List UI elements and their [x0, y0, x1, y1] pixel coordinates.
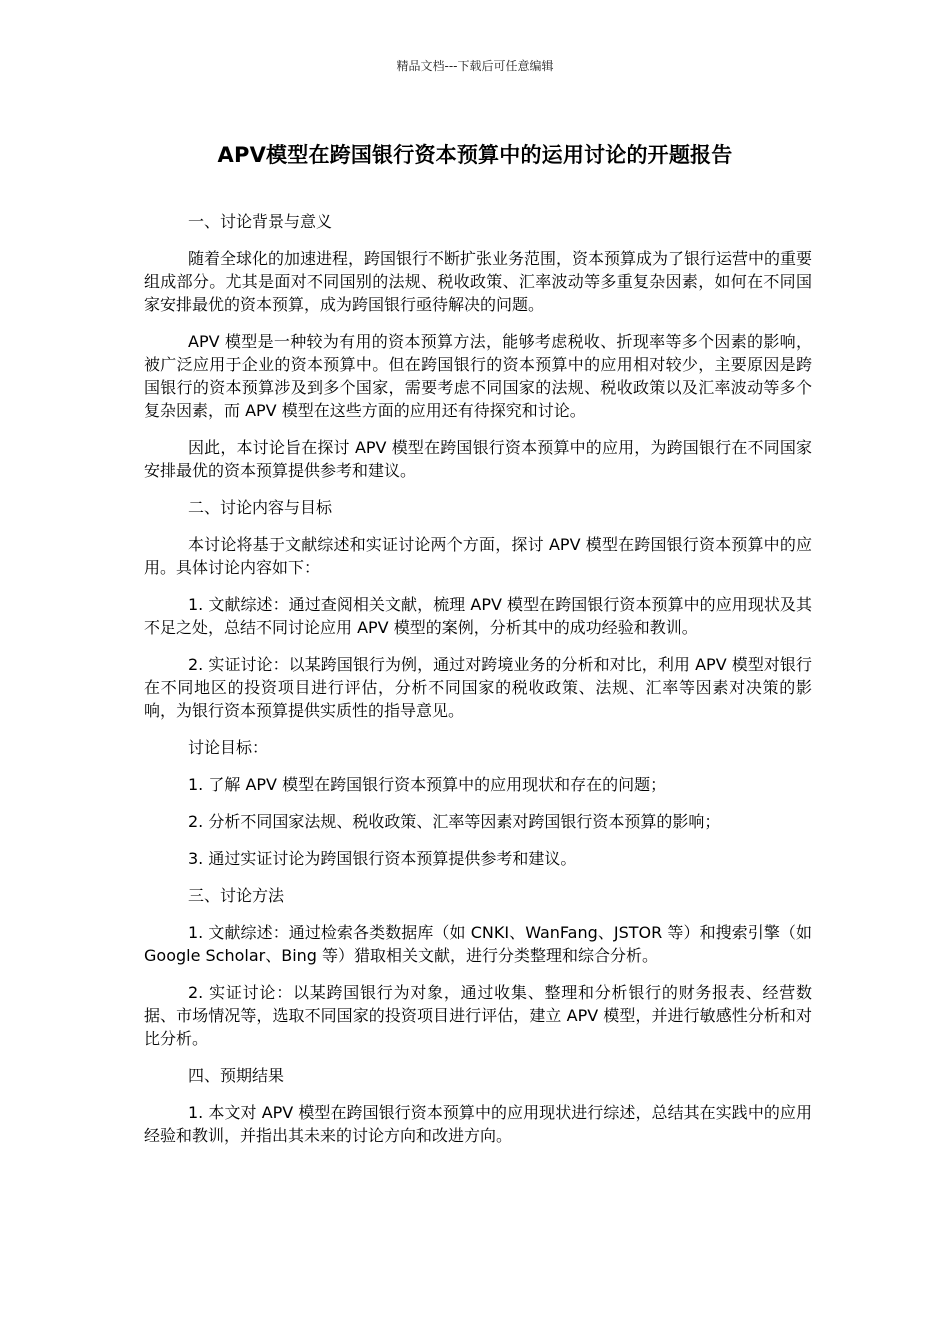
paragraph: 1. 文献综述：通过检索各类数据库（如 CNKI、WanFang、JSTOR 等）和搜索引擎（如 Google Scholar、Bing 等）猎取相关文献，进行分类整理和综合分析。 — [144, 923, 812, 965]
paragraph: 2. 实证讨论：以某跨国银行为例，通过对跨境业务的分析和对比，利用 APV 模型对银行在不同地区的投资项目进行评估，分析不同国家的税收政策、法规、汇率等因素对决策的影响，为银行资本预算提供实质性的指导意见。 — [144, 655, 812, 720]
list-item: 2. 分析不同国家法规、税收政策、汇率等因素对跨国银行资本预算的影响； — [188, 812, 721, 831]
paragraph: 讨论目标： — [188, 738, 269, 757]
section-heading: 一、讨论背景与意义 — [188, 212, 333, 231]
section-heading: 三、讨论方法 — [188, 886, 285, 905]
section-heading: 二、讨论内容与目标 — [188, 498, 333, 517]
paragraph: 1. 文献综述：通过查阅相关文献，梳理 APV 模型在跨国银行资本预算中的应用现状及其不足之处，总结不同讨论应用 APV 模型的案例，分析其中的成功经验和教训。 — [144, 595, 812, 637]
list-item: 1. 了解 APV 模型在跨国银行资本预算中的应用现状和存在的问题； — [188, 775, 667, 794]
list-item: 3. 通过实证讨论为跨国银行资本预算提供参考和建议。 — [188, 849, 577, 868]
paragraph: APV 模型是一种较为有用的资本预算方法，能够考虑税收、折现率等多个因素的影响，被广泛应用于企业的资本预算中。但在跨国银行的资本预算中的应用相对较少，主要原因是跨国银行的资本预算涉及到多个国家，需要考虑不同国家的法规、税收政策以及汇率波动等多个复杂因素，而 APV 模型在这些方面的应用还有待探究和讨论。 — [144, 332, 812, 420]
paragraph: 2. 实证讨论：以某跨国银行为对象，通过收集、整理和分析银行的财务报表、经营数据、市场情况等，选取不同国家的投资项目进行评估，建立 APV 模型，并进行敏感性分析和对比分析。 — [144, 983, 812, 1048]
document-body — [144, 210, 812, 1161]
document-title: APV模型在跨国银行资本预算中的运用讨论的开题报告 — [217, 143, 733, 167]
section-heading: 四、预期结果 — [188, 1066, 285, 1085]
page-header: 精品文档---下载后可任意编辑 — [396, 59, 554, 73]
paragraph: 随着全球化的加速进程，跨国银行不断扩张业务范围，资本预算成为了银行运营中的重要组成部分。尤其是面对不同国别的法规、税收政策、汇率波动等多重复杂因素，如何在不同国家安排最优的资本预算，成为跨国银行亟待解决的问题。 — [144, 249, 813, 314]
paragraph: 本讨论将基于文献综述和实证讨论两个方面，探讨 APV 模型在跨国银行资本预算中的应用。具体讨论内容如下： — [144, 535, 812, 577]
paragraph: 1. 本文对 APV 模型在跨国银行资本预算中的应用现状进行综述，总结其在实践中的应用经验和教训，并指出其未来的讨论方向和改进方向。 — [144, 1103, 812, 1145]
paragraph: 因此，本讨论旨在探讨 APV 模型在跨国银行资本预算中的应用，为跨国银行在不同国家安排最优的资本预算提供参考和建议。 — [144, 438, 812, 480]
